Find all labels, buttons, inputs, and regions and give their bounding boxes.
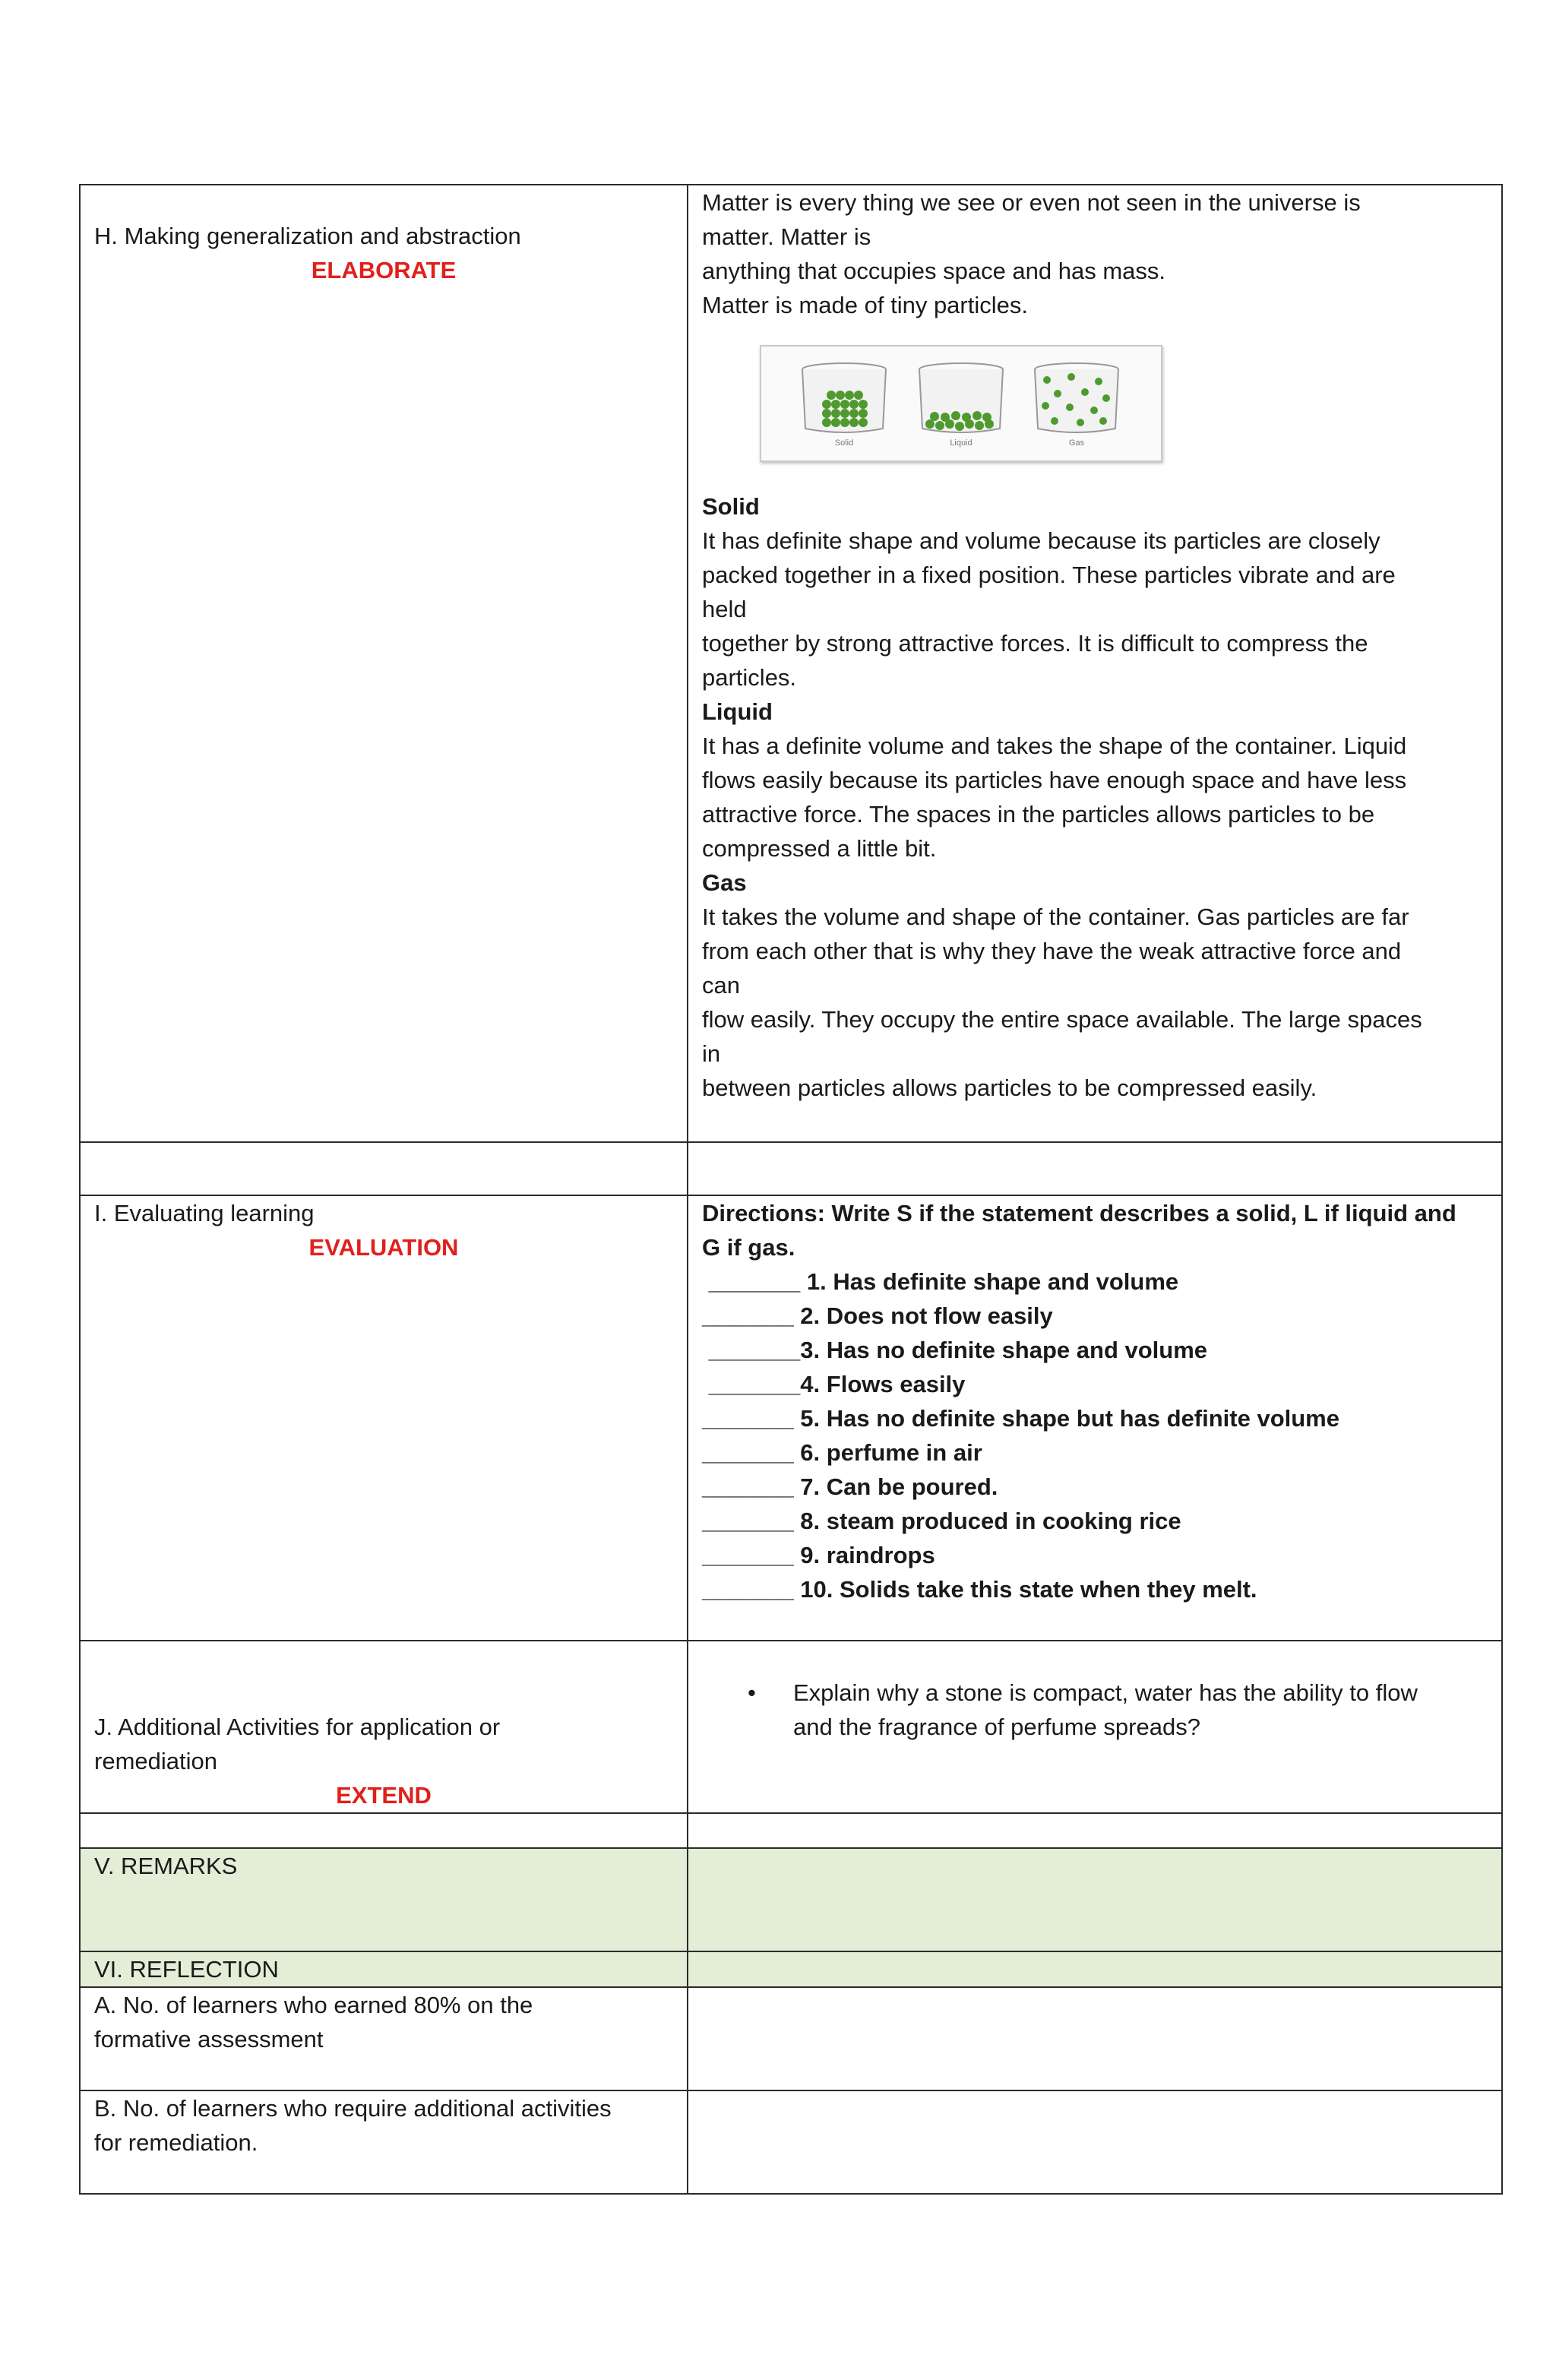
cell-additional-content	[688, 1641, 1502, 1813]
solid-heading: Solid	[702, 493, 760, 520]
reflection-label: VI. REFLECTION	[94, 1956, 279, 1983]
solid-line-1: It has definite shape and volume because its particles are closely	[702, 527, 1380, 554]
row-additional-activities	[80, 1641, 1502, 1813]
bullet-icon: •	[748, 1679, 756, 1706]
cell-spacer-1b	[688, 1142, 1502, 1195]
cell-additional-label	[80, 1641, 688, 1813]
gas-line-3: can	[702, 972, 740, 999]
activity-line-1: Explain why a stone is compact, water has the ability to flow	[793, 1679, 1418, 1706]
cell-remediation-value	[688, 2090, 1502, 2194]
liquid-beaker-image	[916, 360, 1006, 436]
gas-line-2: from each other that is why they have the weak attractive force and	[702, 938, 1402, 964]
row-remarks	[80, 1848, 1502, 1951]
cell-evaluation-content	[688, 1195, 1502, 1641]
solid-line-2: packed together in a fixed position. These particles vibrate and are	[702, 562, 1396, 588]
quiz-item-5: _______ 5. Has no definite shape but has definite volume	[702, 1405, 1339, 1432]
learners-80-line-2: formative assessment	[94, 2026, 324, 2052]
cell-reflection-label	[80, 1951, 688, 1987]
cell-remarks-label	[80, 1848, 688, 1951]
liquid-line-2: flows easily because its particles have enough space and have less	[702, 767, 1407, 793]
row-learners-remediation	[80, 2090, 1502, 2194]
row-learners-80-percent	[80, 1987, 1502, 2090]
liquid-figure-label: Liquid	[950, 438, 972, 448]
solid-beaker-image	[799, 360, 889, 436]
remediation-line-1: B. No. of learners who require additional activities	[94, 2095, 612, 2122]
cell-remediation-label	[80, 2090, 688, 2194]
learners-80-line-1: A. No. of learners who earned 80% on the	[94, 1992, 533, 2018]
liquid-line-1: It has a definite volume and takes the shape of the container. Liquid	[702, 733, 1407, 759]
generalization-label: H. Making generalization and abstraction	[94, 223, 521, 249]
directions-line-2: G if gas.	[702, 1234, 795, 1261]
additional-label-line-1: J. Additional Activities for application or	[94, 1714, 501, 1740]
solid-figure-label: Solid	[834, 438, 854, 448]
gas-line-5: in	[702, 1040, 721, 1067]
gas-heading: Gas	[702, 869, 747, 896]
cell-remarks-content	[688, 1848, 1502, 1951]
cell-reflection-content	[688, 1951, 1502, 1987]
row-evaluation	[80, 1195, 1502, 1641]
cell-spacer-2a	[80, 1813, 688, 1848]
intro-line-3: anything that occupies space and has mass.	[702, 258, 1166, 284]
directions-line-1: Directions: Write S if the statement describes a solid, L if liquid and	[702, 1200, 1456, 1226]
quiz-item-7: _______ 7. Can be poured.	[702, 1473, 998, 1500]
quiz-item-8: _______ 8. steam produced in cooking rice	[702, 1508, 1181, 1534]
row-generalization	[80, 185, 1502, 1142]
intro-line-2: matter. Matter is	[702, 223, 871, 250]
evaluation-label: I. Evaluating learning	[94, 1200, 315, 1226]
lesson-plan-table	[79, 184, 1503, 2195]
cell-generalization-content	[688, 185, 1502, 1142]
gas-line-6: between particles allows particles to be compressed easily.	[702, 1074, 1317, 1101]
evaluation-tag: EVALUATION	[308, 1234, 459, 1261]
quiz-item-9: _______ 9. raindrops	[702, 1542, 935, 1568]
cell-evaluation-label	[80, 1195, 688, 1641]
quiz-item-6: _______ 6. perfume in air	[702, 1439, 982, 1466]
liquid-line-4: compressed a little bit.	[702, 835, 937, 862]
liquid-line-3: attractive force. The spaces in the particles allows particles to be	[702, 801, 1375, 828]
activity-bullet-item	[748, 1676, 1488, 1744]
gas-line-4: flow easily. They occupy the entire space available. The large spaces	[702, 1006, 1422, 1033]
row-reflection	[80, 1951, 1502, 1987]
gas-line-1: It takes the volume and shape of the container. Gas particles are far	[702, 904, 1409, 930]
solid-line-5: particles.	[702, 664, 797, 691]
quiz-item-4: _______4. Flows easily	[702, 1371, 966, 1397]
cell-learners-80-label	[80, 1987, 688, 2090]
intro-line-4: Matter is made of tiny particles.	[702, 292, 1028, 318]
states-of-matter-figure	[760, 345, 1162, 462]
liquid-heading: Liquid	[702, 698, 773, 725]
cell-spacer-1a	[80, 1142, 688, 1195]
cell-learners-80-value	[688, 1987, 1502, 2090]
elaborate-tag: ELABORATE	[311, 257, 457, 283]
quiz-item-3: _______3. Has no definite shape and volume	[702, 1337, 1208, 1363]
row-spacer-1	[80, 1142, 1502, 1195]
remediation-line-2: for remediation.	[94, 2129, 258, 2156]
activity-line-2: and the fragrance of perfume spreads?	[793, 1714, 1200, 1740]
solid-line-4: together by strong attractive forces. It is difficult to compress the	[702, 630, 1368, 657]
row-spacer-2	[80, 1813, 1502, 1848]
quiz-item-2: _______ 2. Does not flow easily	[702, 1302, 1053, 1329]
quiz-item-1: _______ 1. Has definite shape and volume	[702, 1268, 1179, 1295]
solid-line-3: held	[702, 596, 747, 622]
cell-generalization-label	[80, 185, 688, 1142]
intro-line-1: Matter is every thing we see or even not seen in the universe is	[702, 189, 1361, 216]
cell-spacer-2b	[688, 1813, 1502, 1848]
additional-label-line-2: remediation	[94, 1748, 217, 1774]
quiz-item-10: _______ 10. Solids take this state when they melt.	[702, 1576, 1257, 1603]
gas-figure-label: Gas	[1068, 438, 1085, 448]
gas-beaker-image	[1032, 360, 1121, 436]
remarks-label: V. REMARKS	[94, 1853, 238, 1879]
extend-tag: EXTEND	[336, 1782, 432, 1809]
